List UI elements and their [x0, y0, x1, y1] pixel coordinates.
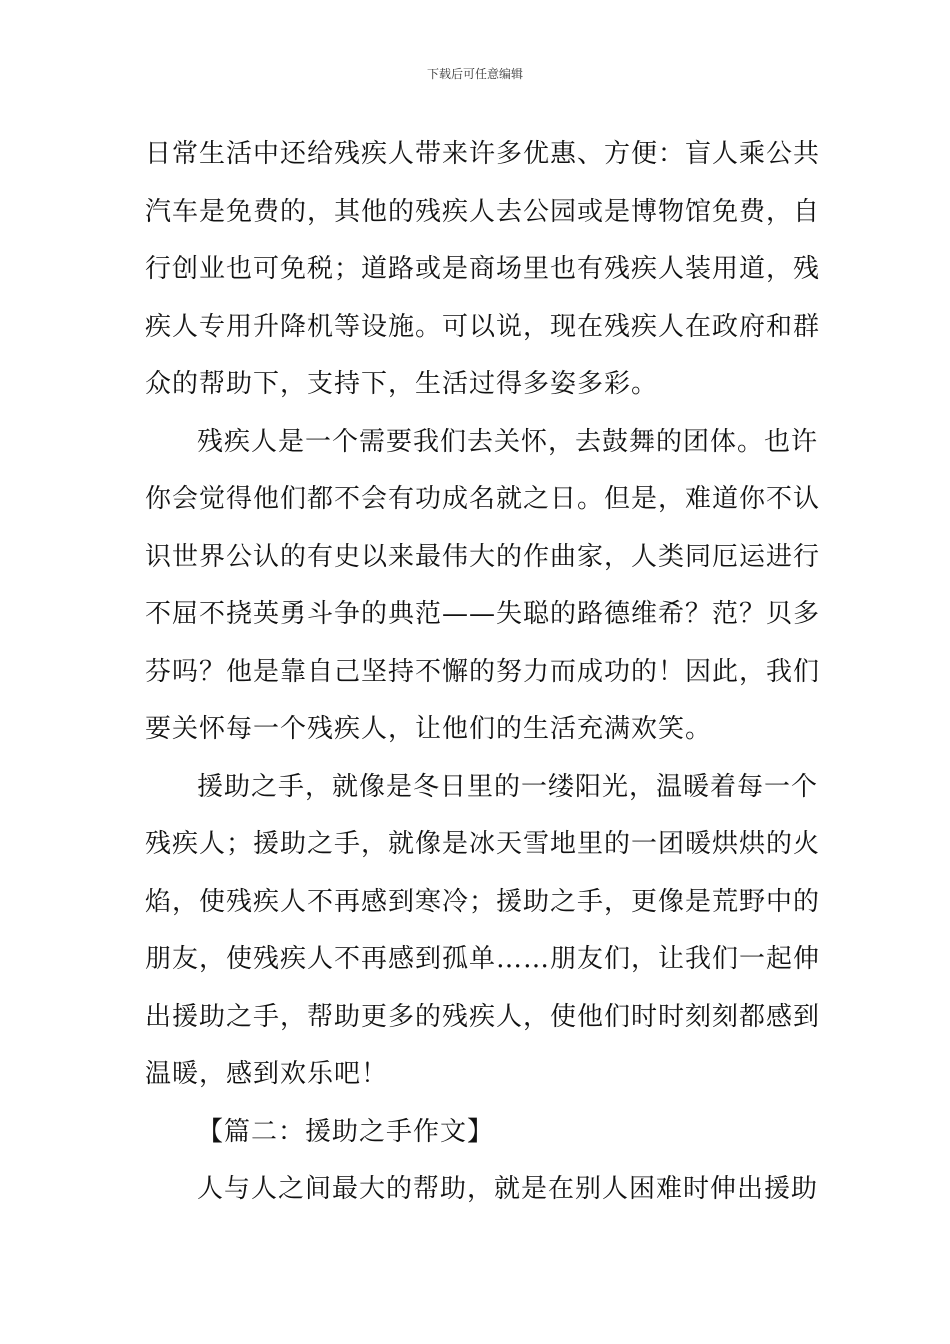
text-line: 出援助之手，帮助更多的残疾人，使他们时时刻刻都感到 [145, 1001, 821, 1032]
paragraph [145, 414, 821, 759]
text-line: 芬吗？他是靠自己坚持不懈的努力而成功的！因此，我们 [145, 656, 821, 687]
paragraph [145, 1161, 819, 1219]
text-line: 残疾人是一个需要我们去关怀，去鼓舞的团体。也许 [197, 426, 819, 457]
document-body [145, 126, 821, 1219]
text-line: 识世界公认的有史以来最伟大的作曲家，人类同厄运进行 [145, 541, 821, 572]
text-line: 行创业也可免税；道路或是商场里也有残疾人装用道，残 [145, 254, 821, 284]
text-line: 汽车是免费的，其他的残疾人去公园或是博物馆免费，自 [145, 196, 821, 227]
page-header: 下载后可任意编辑 [426, 67, 523, 81]
text-line: 要关怀每一个残疾人，让他们的生活充满欢笑。 [145, 714, 713, 744]
text-line: 温暖，感到欢乐吧！ [145, 1059, 389, 1089]
text-line: 援助之手，就像是冬日里的一缕阳光，温暖着每一个 [197, 771, 819, 802]
text-line: 日常生活中还给残疾人带来许多优惠、方便：盲人乘公共 [145, 139, 821, 169]
text-line: 你会觉得他们都不会有功成名就之日。但是，难道你不认 [145, 484, 821, 514]
section-heading: 【篇二：援助之手作文】 [197, 1116, 495, 1147]
text-line: 不屈不挠英勇斗争的典范——失聪的路德维希？范？贝多 [145, 599, 821, 629]
paragraph [145, 759, 821, 1104]
paragraph [145, 126, 821, 414]
text-line: 焰，使残疾人不再感到寒冷；援助之手，更像是荒野中的 [145, 886, 821, 917]
text-line: 众的帮助下，支持下，生活过得多姿多彩。 [145, 369, 659, 399]
text-line: 疾人专用升降机等设施。可以说，现在残疾人在政府和群 [145, 311, 821, 342]
text-line: 朋友，使残疾人不再感到孤单……朋友们，让我们一起伸 [145, 944, 821, 974]
text-line: 人与人之间最大的帮助，就是在别人困难时伸出援助 [197, 1174, 819, 1204]
text-line: 残疾人；援助之手，就像是冰天雪地里的一团暖烘烘的火 [145, 829, 821, 859]
